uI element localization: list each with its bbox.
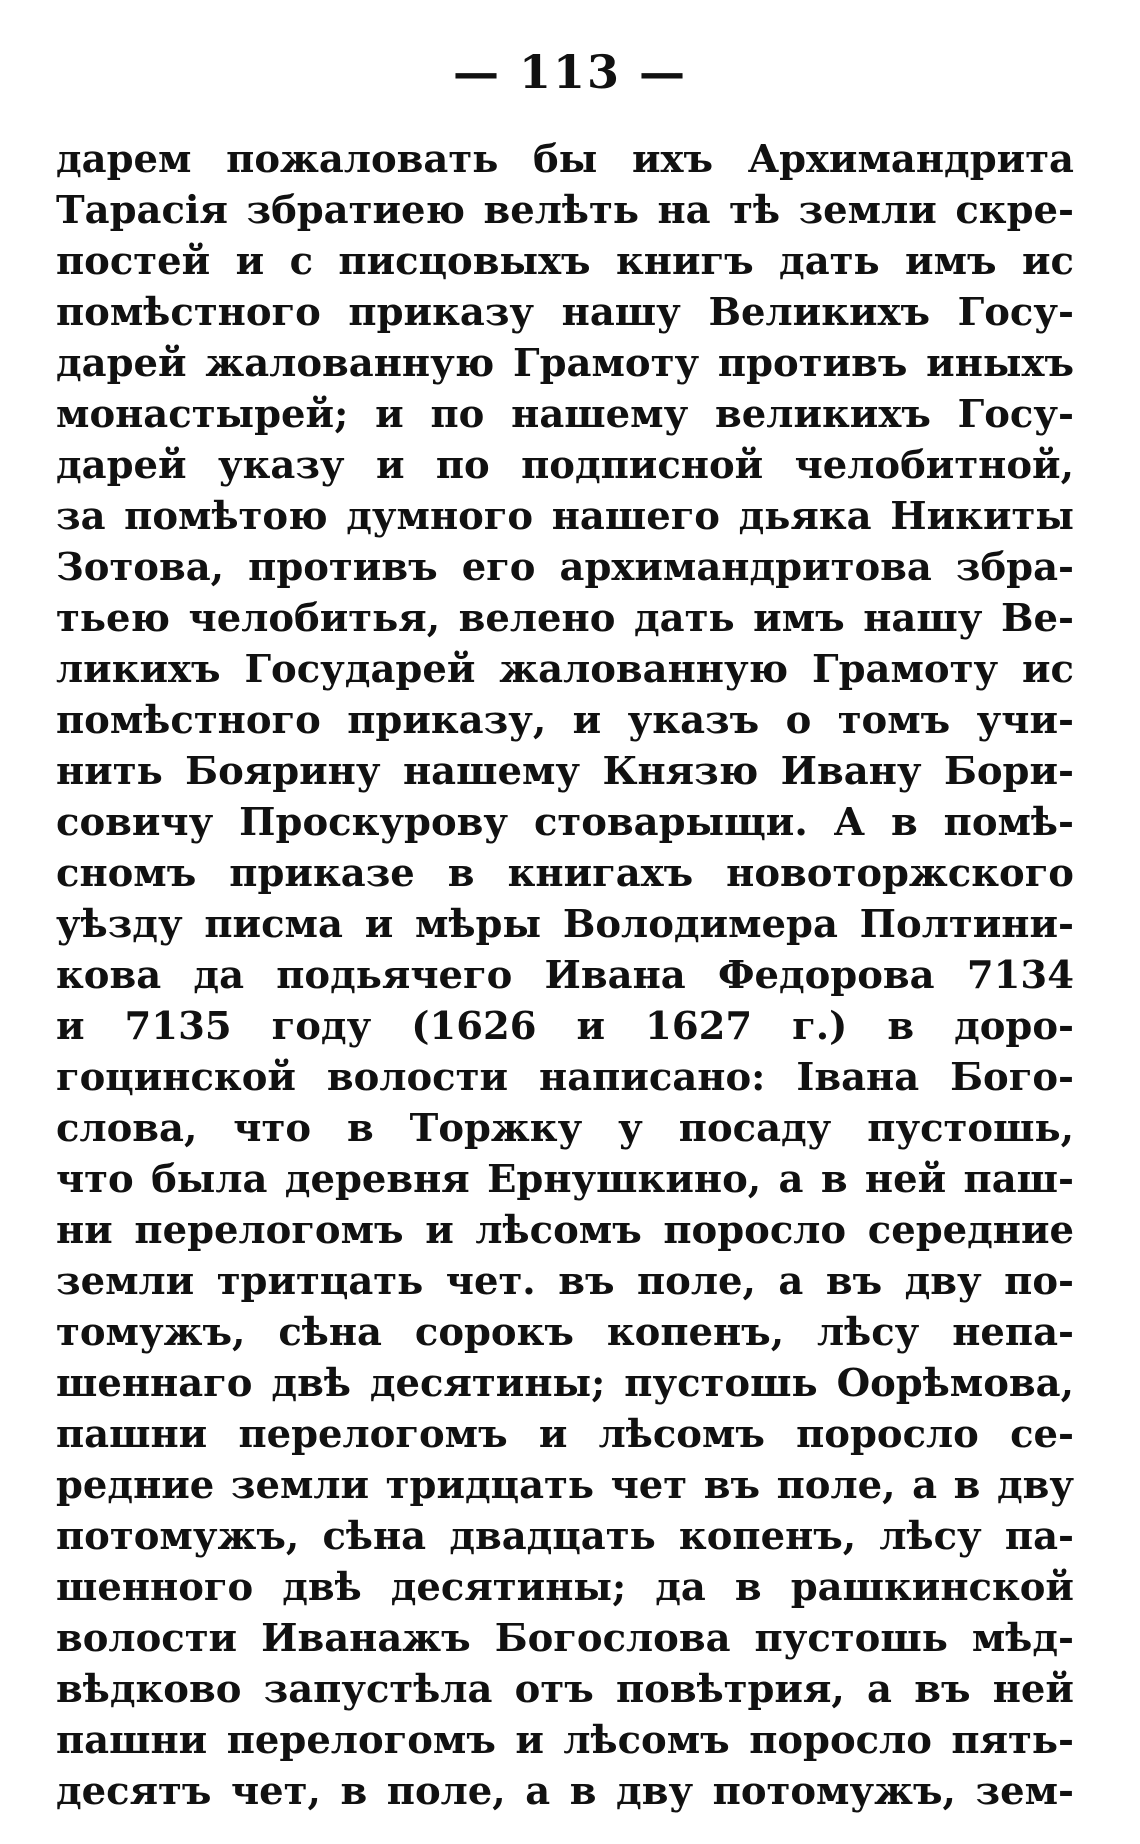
text-line: ликихъ Государей жалованную Грамоту ис	[56, 647, 1074, 692]
text-line: дарем пожаловать бы ихъ Архимандрита	[56, 137, 1074, 182]
text-line: нить Боярину нашему Князю Ивану Бори-	[56, 749, 1074, 794]
text-line: земли тритцать чет. въ поле, а въ дву по-	[56, 1259, 1074, 1304]
text-line: дарей жалованную Грамоту противъ иныхъ	[56, 341, 1074, 386]
text-line: пашни перелогомъ и лѣсомъ поросло пять-	[56, 1718, 1074, 1763]
text-line: сномъ приказе в книгахъ новоторжского	[56, 851, 1074, 896]
text-line: гоцинской волости написано: Івана Бого-	[56, 1055, 1074, 1100]
text-line: шеннаго двѣ десятины; пустошь Оорѣмова,	[56, 1361, 1074, 1406]
text-line: совичу Проскурову стоварыщи. А в помѣ-	[56, 800, 1074, 845]
text-line: пашни перелогомъ и лѣсомъ поросло се-	[56, 1412, 1074, 1457]
text-line: редние земли тридцать чет въ поле, а в дву	[56, 1463, 1074, 1508]
body-text	[56, 134, 1074, 1817]
text-line: монастырей; и по нашему великихъ Госу-	[56, 392, 1074, 437]
text-line: кова да подьячего Ивана Федорова 7134	[56, 953, 1074, 998]
text-line: помѣстного приказу, и указъ о томъ учи-	[56, 698, 1074, 743]
text-line: потомужъ, сѣна двадцать копенъ, лѣсу па-	[56, 1514, 1074, 1559]
text-line: дарей указу и по подписной челобитной,	[56, 443, 1074, 488]
text-line: шенного двѣ десятины; да в рашкинской	[56, 1565, 1074, 1610]
text-line: десятъ чет, в поле, а в дву потомужъ, зем-	[56, 1769, 1074, 1814]
text-line: за помѣтою думного нашего дьяка Никиты	[56, 494, 1074, 539]
text-line: Тарасія збратиею велѣть на тѣ земли скре-	[56, 188, 1074, 233]
text-line: уѣзду писма и мѣры Володимера Полтини-	[56, 902, 1074, 947]
text-line: помѣстного приказу нашу Великихъ Госу-	[56, 290, 1074, 335]
text-line: вѣдково запустѣла отъ повѣтрия, а въ ней	[56, 1667, 1074, 1712]
text-line: слова, что в Торжку у посаду пустошь,	[56, 1106, 1074, 1151]
text-line: Зотова, противъ его архимандритова збра-	[56, 545, 1074, 590]
text-line: волости Иванажъ Богослова пустошь мѣд-	[56, 1616, 1074, 1661]
text-line: томужъ, сѣна сорокъ копенъ, лѣсу непа-	[56, 1310, 1074, 1355]
text-line: ни перелогомъ и лѣсомъ поросло середние	[56, 1208, 1074, 1253]
text-line: и 7135 году (1626 и 1627 г.) в доро-	[56, 1004, 1074, 1049]
text-line: что была деревня Ернушкино, а в ней паш-	[56, 1157, 1074, 1202]
page-number: — 113 —	[452, 45, 688, 99]
text-line: постей и с писцовыхъ книгъ дать имъ ис	[56, 239, 1074, 284]
text-line: тьею челобитья, велено дать имъ нашу Ве-	[56, 596, 1074, 641]
